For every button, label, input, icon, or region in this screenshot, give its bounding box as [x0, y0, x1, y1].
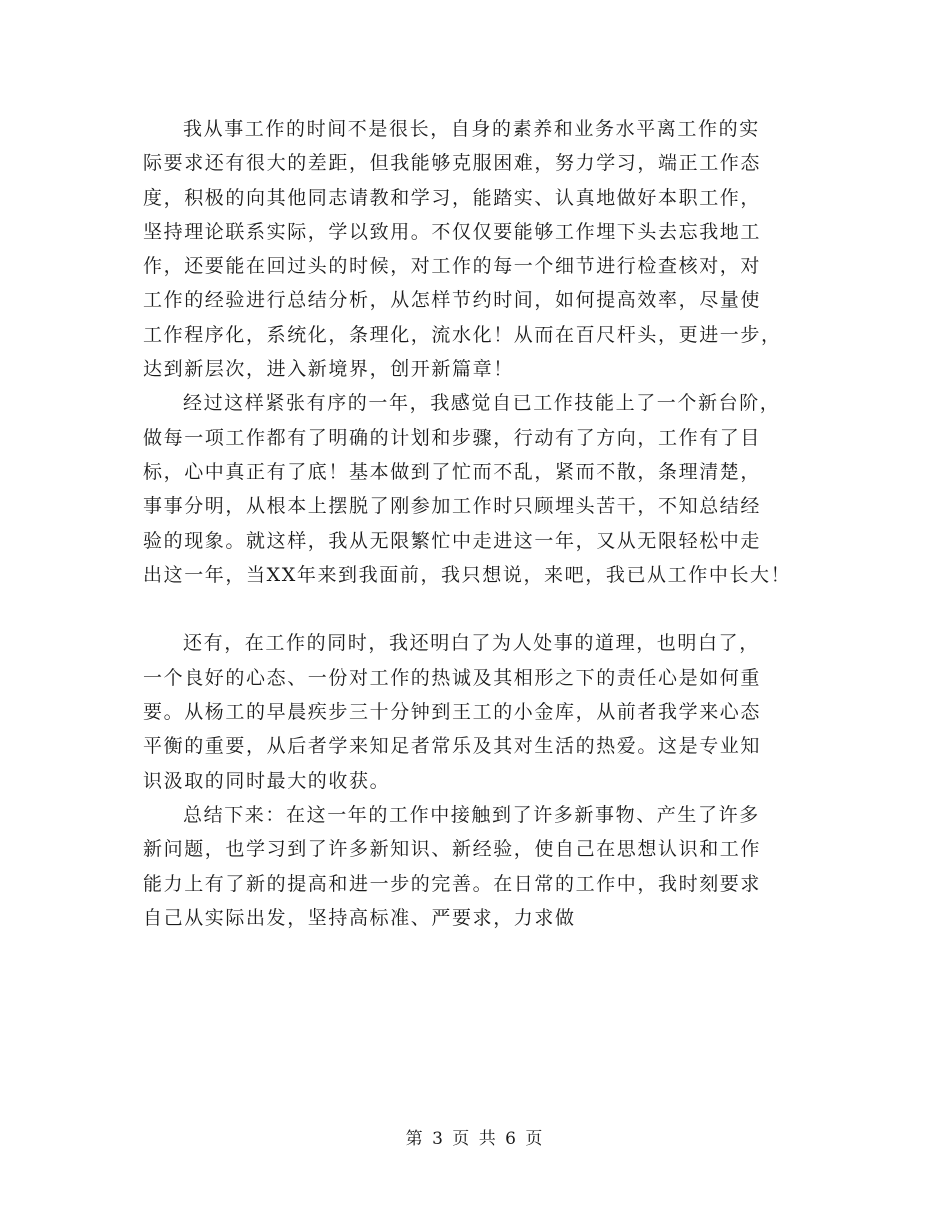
text-line: 达到新层次，进入新境界，创开新篇章！	[143, 358, 514, 381]
text-line: 做每一项工作都有了明确的计划和步骤，行动有了方向，工作有了目	[143, 426, 762, 449]
paragraph-4	[143, 798, 823, 935]
paragraph-3	[143, 626, 823, 797]
text-line: 能力上有了新的提高和进一步的完善。在日常的工作中，我时刻要求	[143, 872, 762, 895]
text-line: 要。从杨工的早晨疾步三十分钟到王工的小金库，从前者我学来心态	[143, 701, 762, 724]
paragraph-1	[143, 112, 823, 386]
text-line: 一个良好的心态、一份对工作的热诚及其相形之下的责任心是如何重	[143, 666, 762, 689]
text-line: 作，还要能在回过头的时候，对工作的每一个细节进行检查核对，对	[143, 255, 762, 278]
text-line: 验的现象。就这样，我从无限繁忙中走进这一年，又从无限轻松中走	[143, 529, 762, 552]
text-line: 自己从实际出发，坚持高标准、严要求，力求做	[143, 906, 576, 929]
text-line: 我从事工作的时间不是很长，自身的素养和业务水平离工作的实	[183, 118, 760, 140]
paragraph-2	[143, 386, 823, 592]
page-number-footer: 第 3 页 共 6 页	[405, 1129, 545, 1149]
text-line: 工作程序化，系统化，条理化，流水化！从而在百尺杆头，更进一步，	[143, 323, 782, 346]
text-line: 还有，在工作的同时，我还明白了为人处事的道理，也明白了，	[183, 632, 760, 655]
text-line: 平衡的重要，从后者学来知足者常乐及其对生活的热爱。这是专业知	[143, 735, 762, 758]
paragraph-spacer	[143, 592, 823, 626]
text-line: 工作的经验进行总结分析，从怎样节约时间，如何提高效率，尽量使	[143, 289, 762, 312]
text-line: 总结下来：在这一年的工作中接触到了许多新事物、产生了许多	[183, 803, 760, 826]
text-line: 际要求还有很大的差距，但我能够克服困难，努力学习，端正工作态	[143, 152, 762, 175]
text-line: 经过这样紧张有序的一年，我感觉自已工作技能上了一个新台阶，	[183, 392, 781, 415]
text-line: 度，积极的向其他同志请教和学习，能踏实、认真地做好本职工作，	[143, 186, 762, 209]
text-line: 新问题，也学习到了许多新知识、新经验，使自己在思想认识和工作	[143, 838, 762, 861]
text-line: 事事分明，从根本上摆脱了刚参加工作时只顾埋头苦干，不知总结经	[143, 495, 762, 518]
text-line: 识汲取的同时最大的收获。	[143, 769, 391, 792]
text-line: 出这一年，当XX年来到我面前，我只想说，来吧，我已从工作中长大！	[143, 563, 792, 586]
body-text	[143, 112, 823, 935]
text-line: 标，心中真正有了底！基本做到了忙而不乱，紧而不散，条理清楚，	[143, 460, 762, 483]
text-line: 坚持理论联系实际，学以致用。不仅仅要能够工作埋下头去忘我地工	[143, 220, 762, 243]
